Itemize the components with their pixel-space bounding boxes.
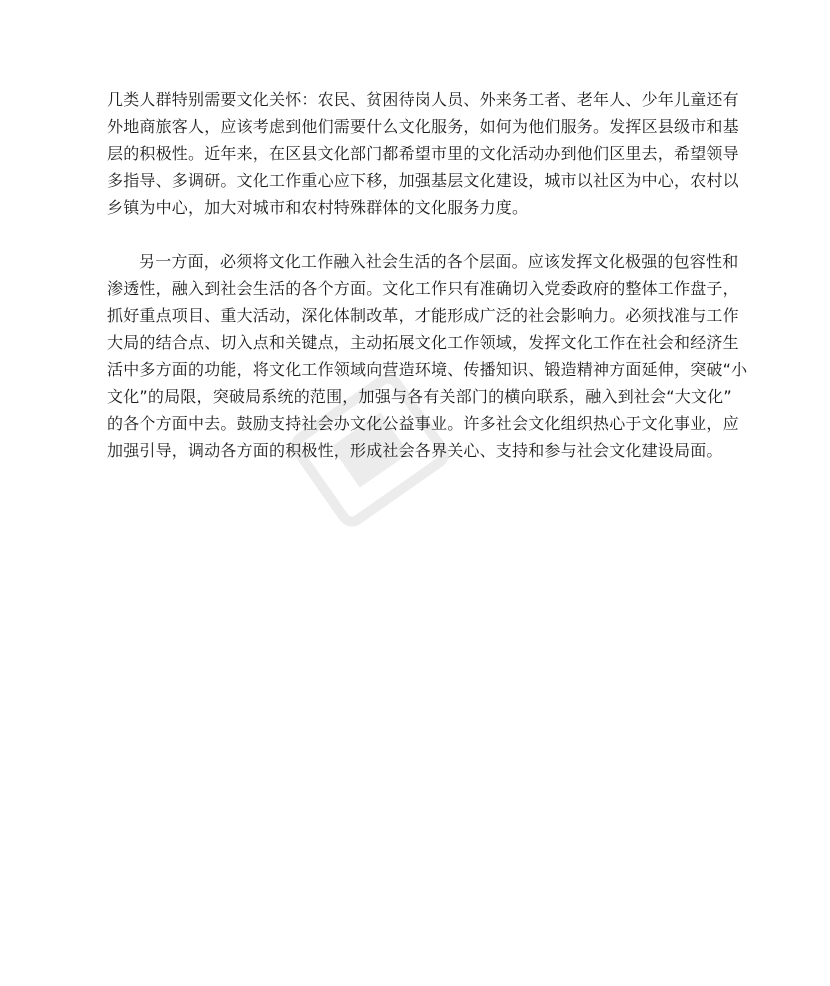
text-line: 文化”的局限，突破局系统的范围，加强与各有关部门的横向联系，融入到社会“大文化” <box>107 387 732 406</box>
paragraph-2 <box>107 248 748 464</box>
text-line: 多指导、多调研。文化工作重心应下移，加强基层文化建设，城市以社区为中心，农村以 <box>107 171 739 190</box>
text-line: 抓好重点项目、重大活动，深化体制改革，才能形成广泛的社会影响力。必须找准与工作 <box>107 306 739 325</box>
text-line: 另一方面，必须将文化工作融入社会生活的各个层面。应该发挥文化极强的包容性和 <box>139 252 739 271</box>
text-line: 乡镇为中心，加大对城市和农村特殊群体的文化服务力度。 <box>107 198 529 217</box>
text-line: 外地商旅客人，应该考虑到他们需要什么文化服务，如何为他们服务。发挥区县级市和基 <box>107 117 739 136</box>
text-line: 层的积极性。近年来，在区县文化部门都希望市里的文化活动办到他们区里去，希望领导 <box>107 144 739 163</box>
text-line: 加强引导，调动各方面的积极性，形成社会各界关心、支持和参与社会文化建设局面。 <box>107 441 723 460</box>
paragraph-1 <box>107 86 739 221</box>
text-line: 的各个方面中去。鼓励支持社会办文化公益事业。许多社会文化组织热心于文化事业，应 <box>107 414 739 433</box>
text-line: 大局的结合点、切入点和关键点，主动拓展文化工作领域，发挥文化工作在社会和经济生 <box>107 333 739 352</box>
paragraph-spacer <box>107 221 727 248</box>
document-body <box>107 86 748 464</box>
text-line: 活中多方面的功能，将文化工作领域向营造环境、传播知识、锻造精神方面延伸，突破“小 <box>107 360 748 379</box>
text-line: 渗透性，融入到社会生活的各个方面。文化工作只有准确切入党委政府的整体工作盘子， <box>107 279 739 298</box>
text-line: 几类人群特别需要文化关怀：农民、贫困待岗人员、外来务工者、老年人、少年儿童还有 <box>107 90 739 109</box>
